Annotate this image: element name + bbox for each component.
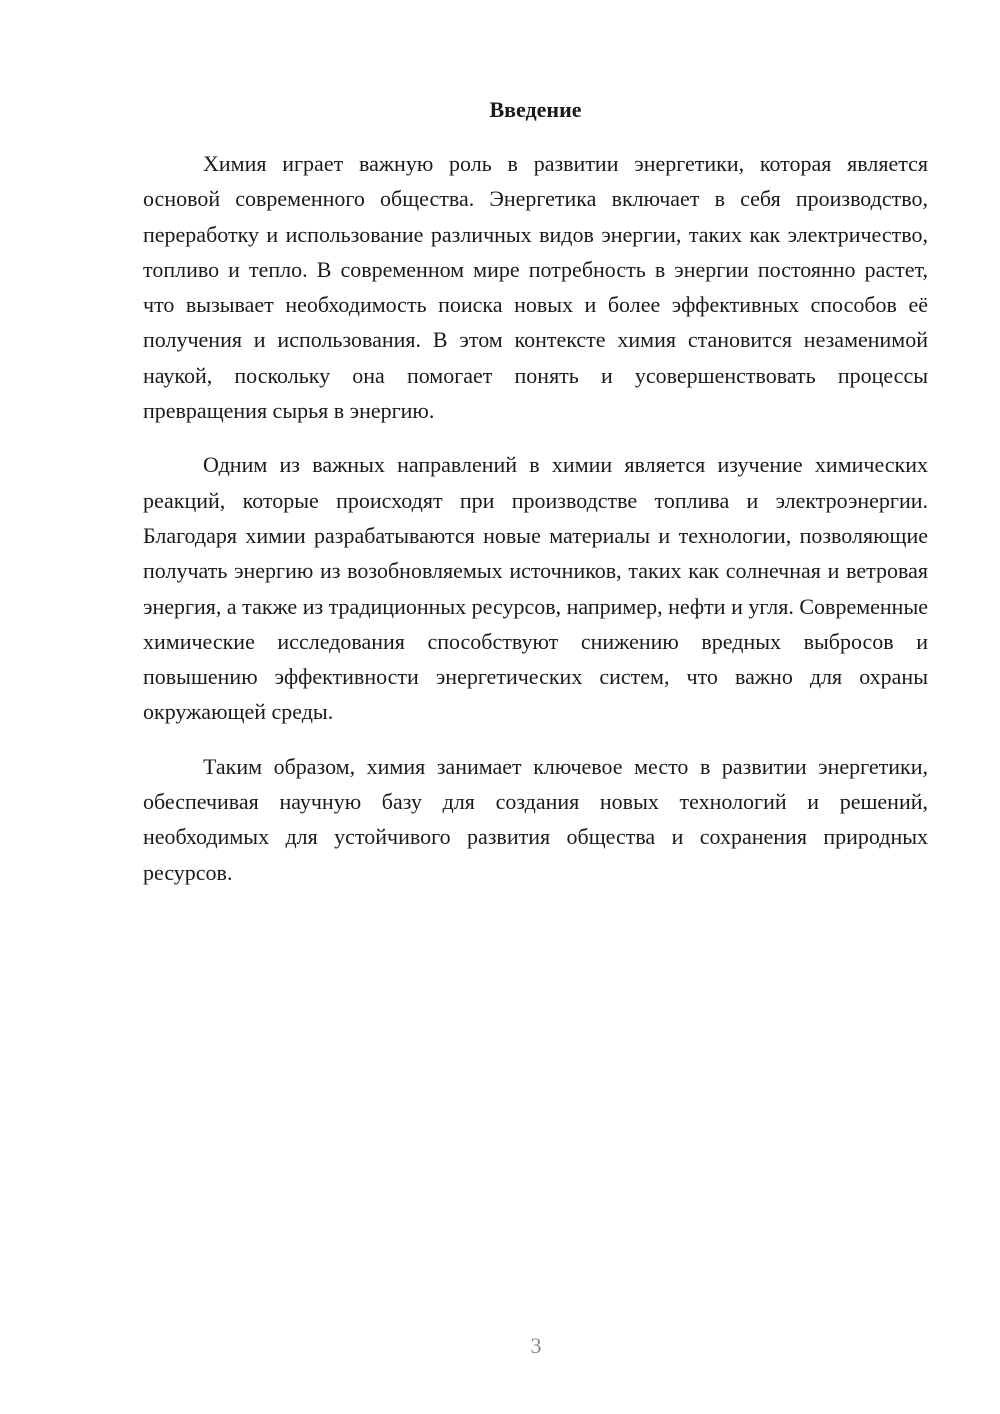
page-number: 3 (530, 1333, 542, 1358)
paragraph-2: Одним из важных направлений в химии является изучение химических реакций, которые происходят при производстве топлива и электроэнергии. Благодаря химии разрабатываются новые материалы и технологии, позволяющие получать энергию из возобновляемых источников, таких как солнечная и ветровая энергия, а также из традиционных ресурсов, например, нефти и угля. Современные химические исследования способствуют снижению вредных выбросов и повышению эффективности энергетических систем, что важно для охраны окружающей среды. (143, 452, 928, 725)
section-heading: Введение (489, 97, 582, 122)
paragraph-3: Таким образом, химия занимает ключевое место в развитии энергетики, обеспечивая научную базу для создания новых технологий и решений, необходимых для устойчивого развития общества и сохранения природных ресурсов. (143, 753, 928, 885)
page-content (143, 93, 928, 909)
paragraph-1: Химия играет важную роль в развитии энергетики, которая является основой современного общества. Энергетика включает в себя производство, переработку и использование различных видов энергии, таких как электричество, топливо и тепло. В современном мире потребность в энергии постоянно растет, что вызывает необходимость поиска новых и более эффективных способов её получения и использования. В этом контексте химия становится незаменимой наукой, поскольку она помогает понять и усовершенствовать процессы превращения сырья в энергию. (143, 151, 928, 424)
